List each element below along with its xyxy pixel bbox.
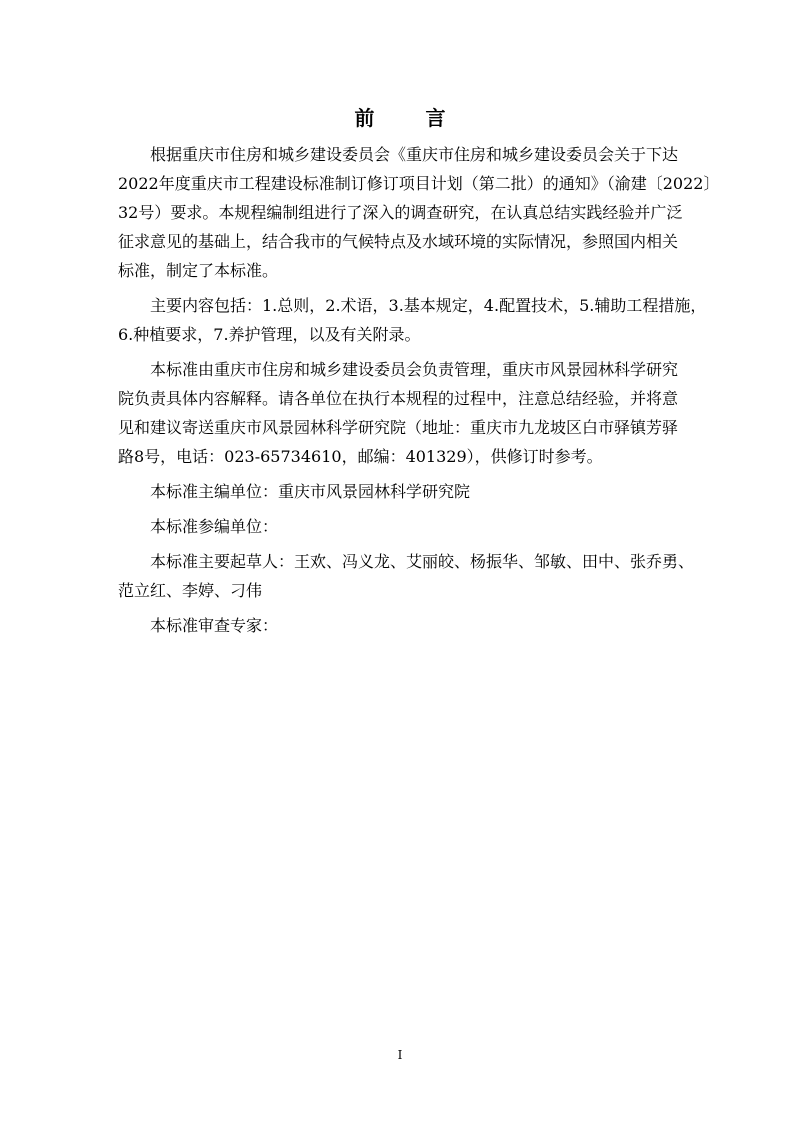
paragraph-chief-editor bbox=[118, 477, 684, 506]
paragraph-line: 32号）要求。本规程编制组进行了深入的调查研究，在认真总结实践经验并广泛 bbox=[118, 203, 683, 222]
paragraph-line: 范立红、李婷、刁伟 bbox=[118, 581, 263, 600]
paragraph-line: 院负责具体内容解释。请各单位在执行本规程的过程中，注意总结经验，并将意 bbox=[118, 389, 679, 408]
paragraph-line: 2022年度重庆市工程建设标准制订修订项目计划（第二批）的通知》（渝建〔2022〕 bbox=[118, 174, 720, 193]
paragraph-line: 6.种植要求，7.养护管理，以及有关附录。 bbox=[118, 325, 421, 344]
paragraph-drafters bbox=[118, 547, 695, 605]
paragraph-contents bbox=[118, 291, 707, 349]
paragraph-line: 本标准由重庆市住房和城乡建设委员会负责管理，重庆市风景园林科学研究 bbox=[150, 360, 679, 379]
paragraph-line: 本标准参编单位： bbox=[150, 517, 279, 536]
paragraph-line: 本标准主要起草人：王欢、冯义龙、艾丽皎、杨振华、邹敏、田中、张乔勇、 bbox=[150, 552, 695, 571]
document-body bbox=[118, 140, 720, 646]
paragraph-line: 主要内容包括：1.总则，2.术语，3.基本规定，4.配置技术，5.辅助工程措施， bbox=[150, 296, 707, 315]
paragraph-participants bbox=[118, 512, 684, 541]
paragraph-line: 标准，制定了本标准。 bbox=[118, 261, 279, 280]
paragraph-management bbox=[118, 355, 684, 471]
paragraph-line: 见和建议寄送重庆市风景园林科学研究院（地址：重庆市九龙坡区白市驿镇芳驿 bbox=[118, 418, 679, 437]
page-number: I bbox=[397, 1048, 403, 1062]
paragraph-line: 本标准主编单位：重庆市风景园林科学研究院 bbox=[150, 482, 471, 501]
paragraph-line: 征求意见的基础上，结合我市的气候特点及水域环境的实际情况，参照国内相关 bbox=[118, 232, 679, 251]
paragraph-reviewers bbox=[118, 611, 684, 640]
paragraph-line: 根据重庆市住房和城乡建设委员会《重庆市住房和城乡建设委员会关于下达 bbox=[150, 145, 679, 164]
paragraph-basis bbox=[118, 140, 720, 285]
page-title: 前 言 bbox=[354, 106, 468, 130]
paragraph-line: 本标准审查专家： bbox=[150, 616, 279, 635]
paragraph-line: 路8号，电话：023-65734610，邮编：401329），供修订时参考。 bbox=[118, 447, 603, 466]
